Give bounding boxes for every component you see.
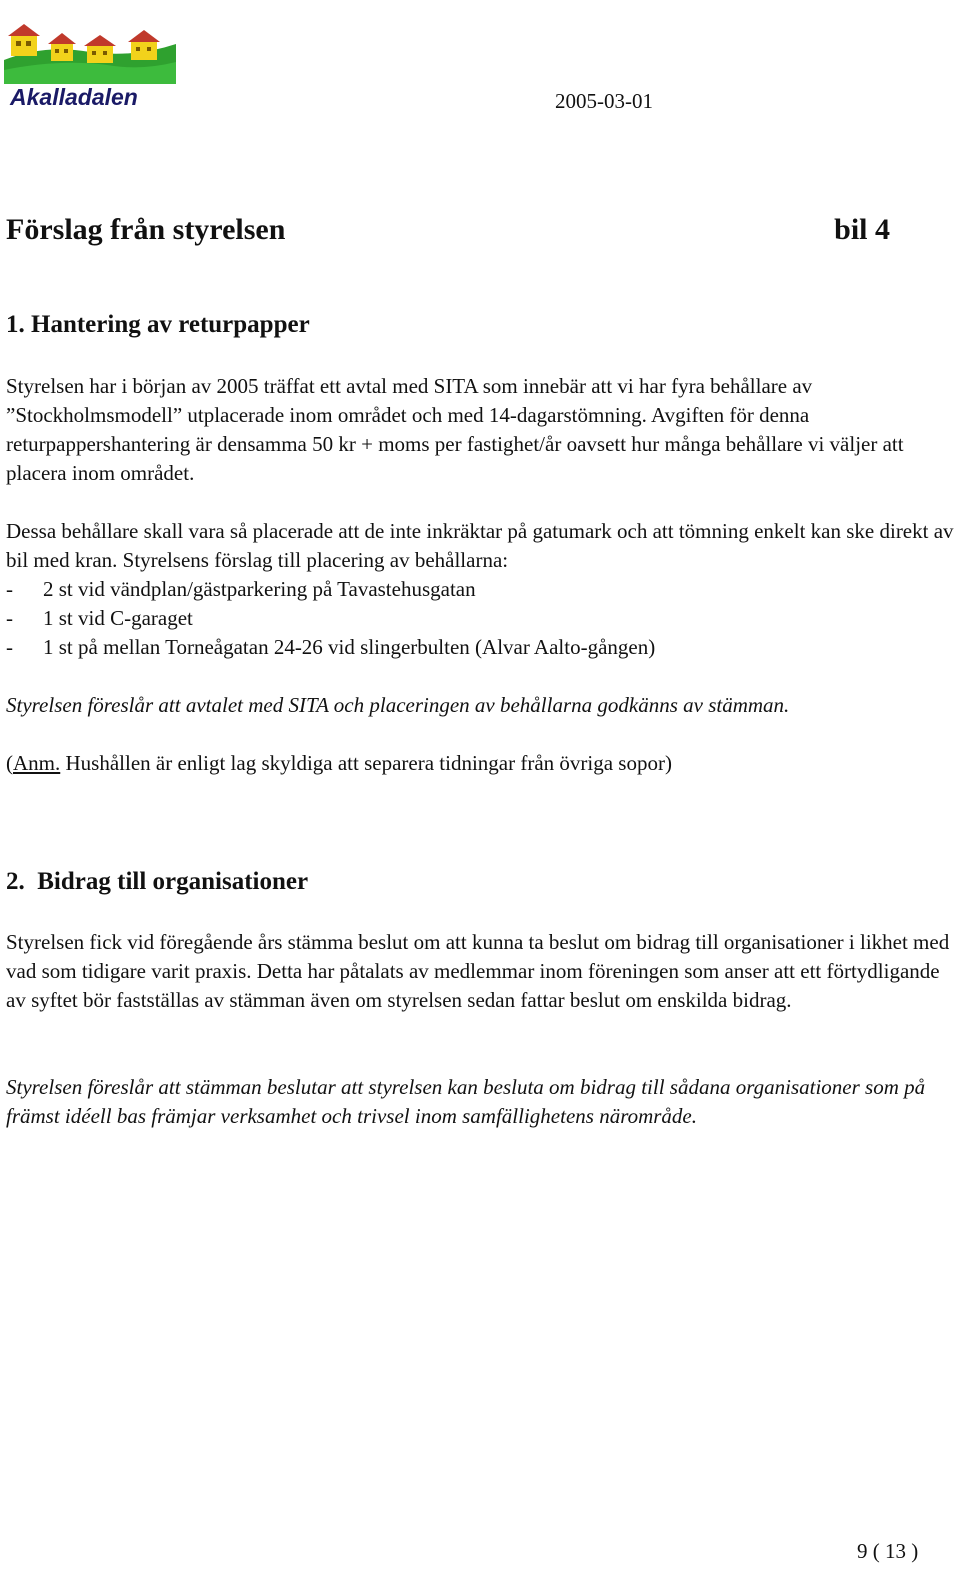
list-item <box>6 604 956 633</box>
page-number: 9 ( 13 ) <box>857 1539 919 1563</box>
list-dash: - <box>6 606 13 630</box>
houses-logo-icon <box>4 4 176 84</box>
note-label: Anm. <box>13 751 61 775</box>
section-1-note <box>6 749 956 778</box>
document-title: Förslag från styrelsen <box>6 213 286 246</box>
section-2-paragraph: Styrelsen fick vid föregående års stämma beslut om att kunna ta beslut om bidrag till organisationer i likhet med vad som tidigare varit praxis. Detta har påtalats av medlemmar inom föreningen som anser att ett förtydligande av syftet bör fastställas av stämman även om styrelsen sedan fattar beslut om enskilda bidrag. <box>6 930 950 1012</box>
akalladalen-logo <box>4 4 176 110</box>
list-dash: - <box>6 577 13 601</box>
section-1-paragraph-1: Styrelsen har i början av 2005 träffat ett avtal med SITA som innebär att vi har fyra behållare av ”Stockholmsmodell” utplacerade inom området och med 14-dagarstömning. Avgiften för denna returpappershantering är densamma 50 kr + moms per fastighet/år oavsett hur många behållare vi väljer att placera inom området. <box>6 374 904 485</box>
list-dash: - <box>6 635 13 659</box>
list-item-text: 1 st på mellan Torneågatan 24-26 vid slingerbulten (Alvar Aalto-gången) <box>43 635 656 659</box>
list-item-text: 1 st vid C-garaget <box>43 606 193 630</box>
section-1-paragraph-2: Dessa behållare skall vara så placerade att de inte inkräktar på gatumark och att tömning enkelt kan ske direkt av bil med kran. Styrelsens förslag till placering av behållarna: <box>6 519 954 572</box>
logo-wordmark: Akalladalen <box>10 84 138 110</box>
list-item <box>6 633 956 662</box>
title-row <box>6 213 890 253</box>
note-open-paren: ( <box>6 751 13 775</box>
note-text: Hushållen är enligt lag skyldiga att separera tidningar från övriga sopor) <box>60 751 672 775</box>
list-item-text: 2 st vid vändplan/gästparkering på Tavastehusgatan <box>43 577 476 601</box>
document-date: 2005-03-01 <box>555 89 653 113</box>
section-2-heading: 2. Bidrag till organisationer <box>6 868 309 895</box>
list-item <box>6 575 956 604</box>
section-1-proposal: Styrelsen föreslår att avtalet med SITA och placeringen av behållarna godkänns av stämman. <box>6 693 790 717</box>
placement-list <box>6 575 956 662</box>
section-1-heading: 1. Hantering av returpapper <box>6 311 310 338</box>
attachment-label: bil 4 <box>834 213 890 246</box>
section-2-proposal: Styrelsen föreslår att stämman beslutar att styrelsen kan besluta om bidrag till sådana organisationer som på främst idéell bas främjar verksamhet och trivsel inom samfällighetens närområde. <box>6 1075 926 1128</box>
